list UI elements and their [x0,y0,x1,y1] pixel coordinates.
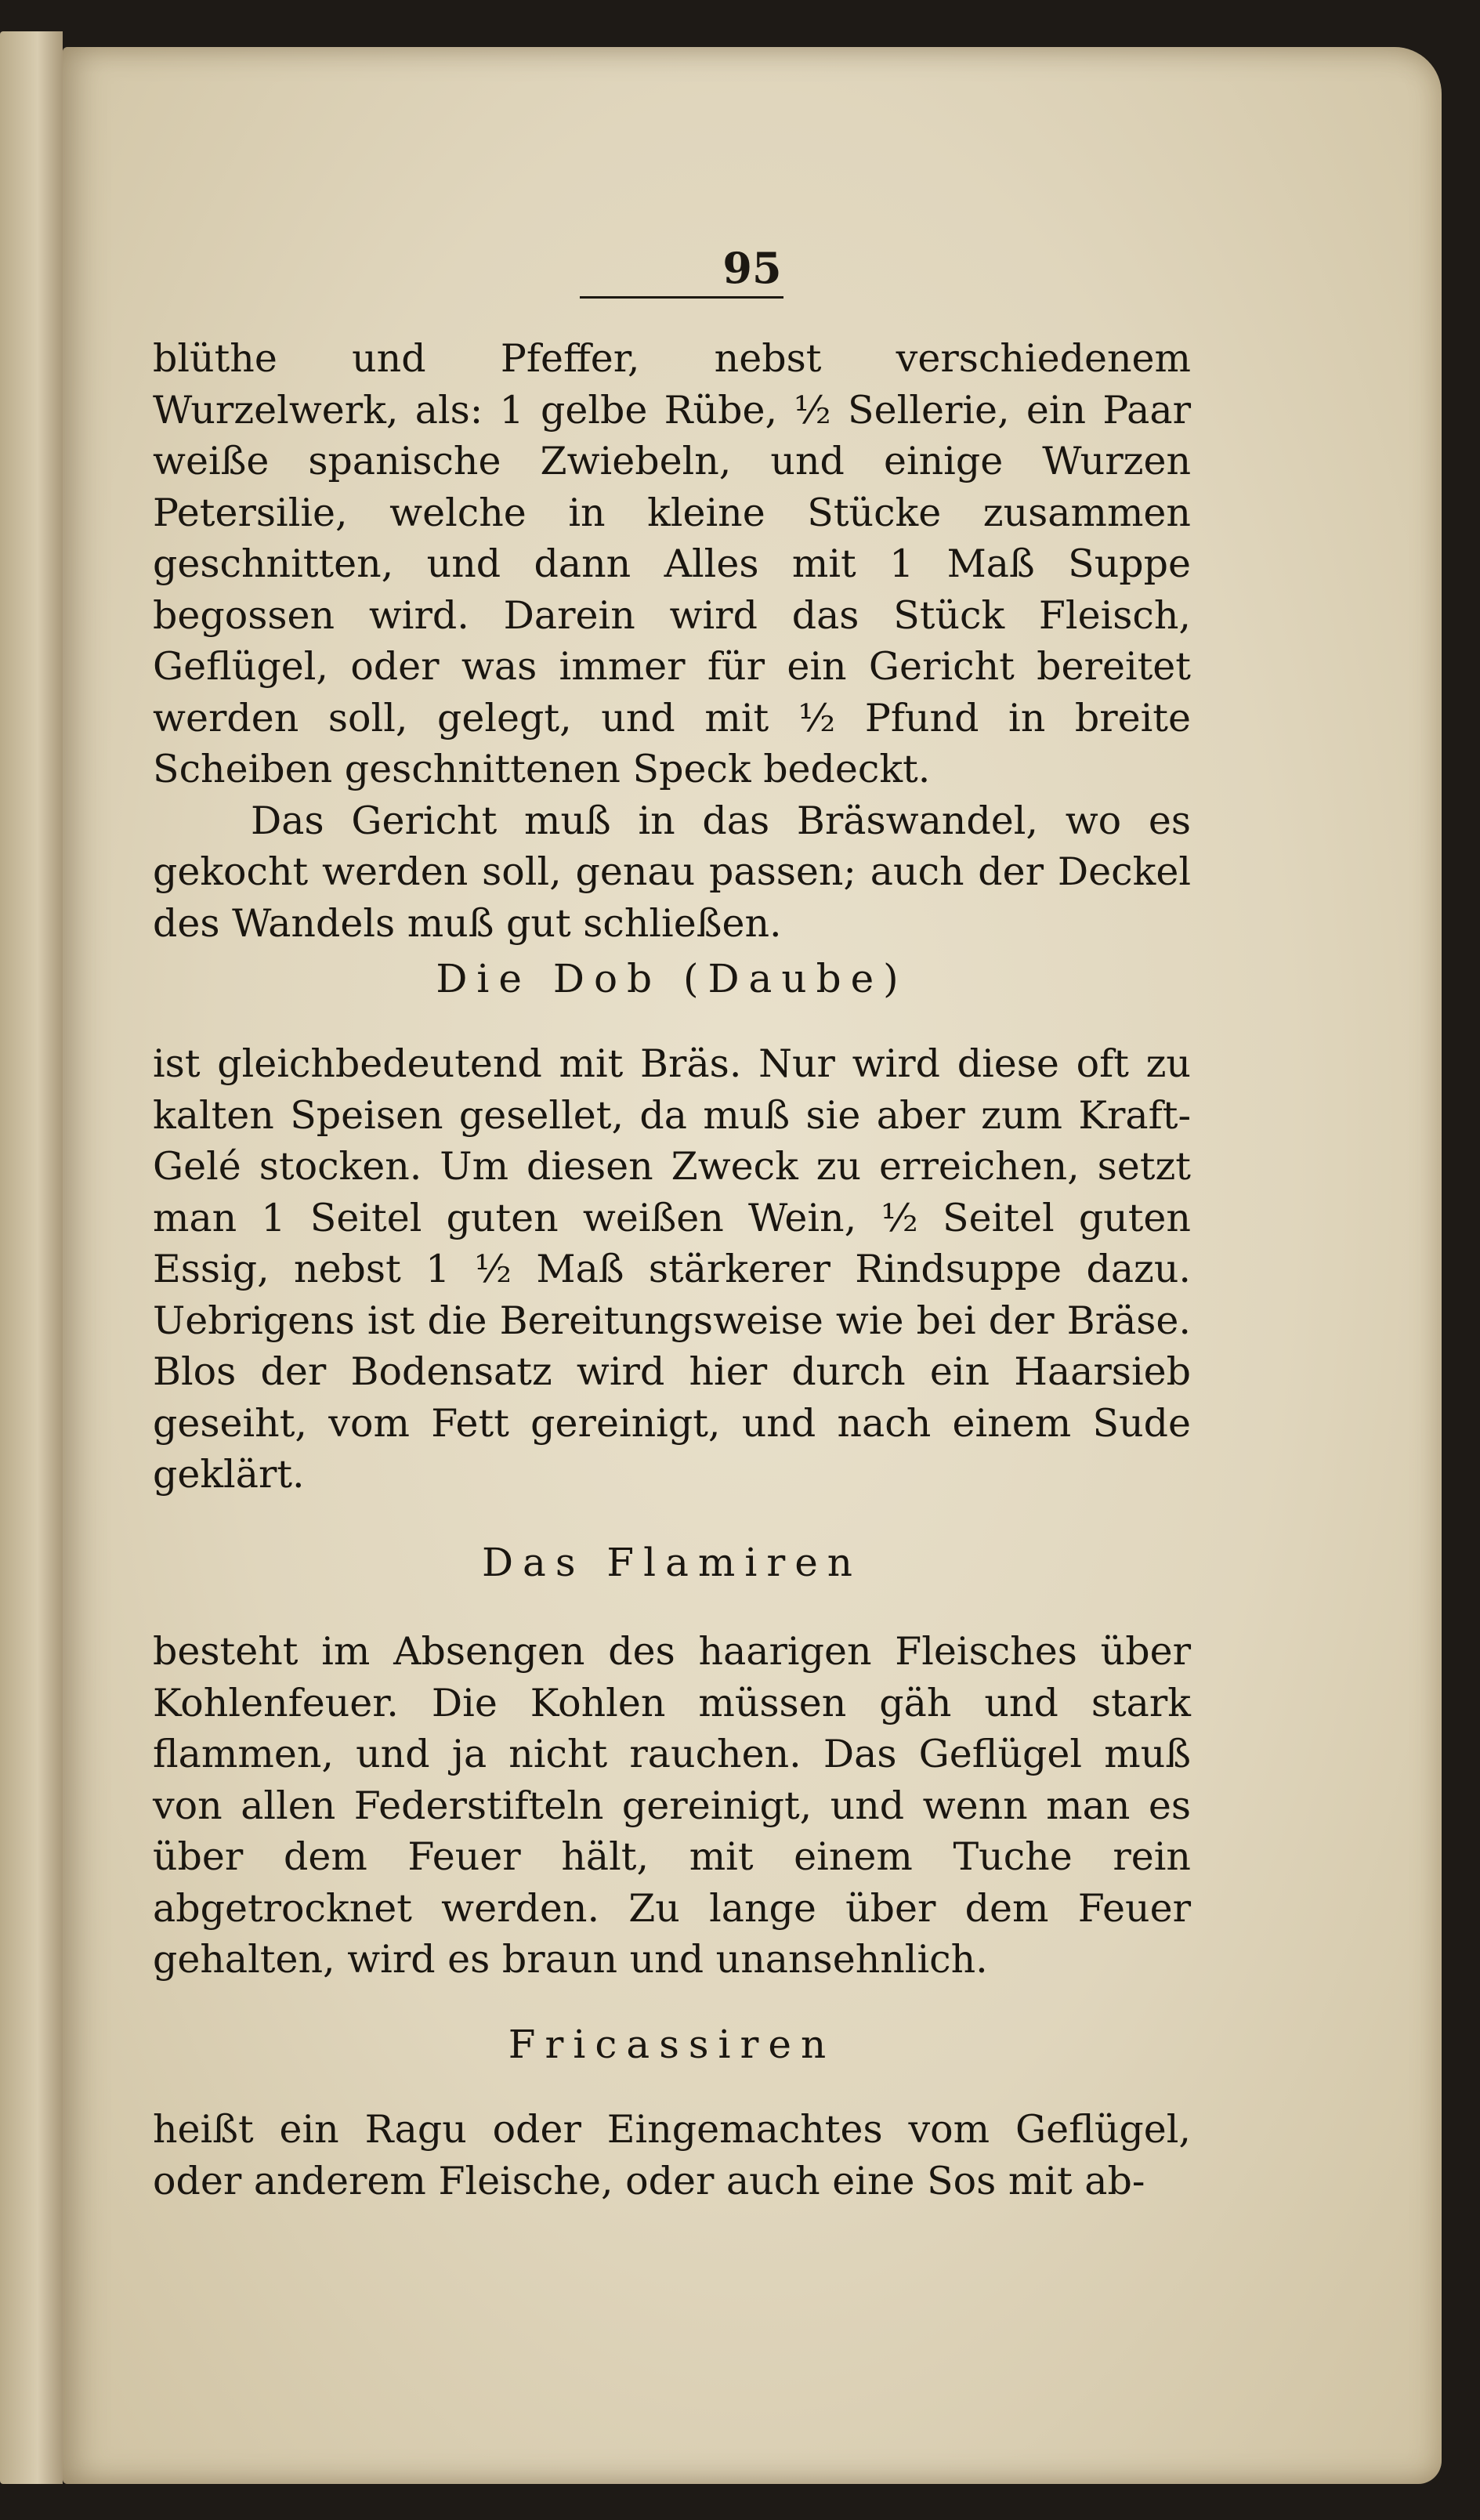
section-heading-flamiren: Das Flamiren [481,1540,863,1585]
book-page [63,47,1442,2484]
page-number: 95 [722,243,782,293]
previous-page-edge [0,31,63,2484]
section-text-dob [153,1038,1191,1501]
paragraph: Das Gericht muß in das Bräswandel, wo es gekocht werden soll, genau passen; auch der Deckel des Wandels muß gut schließen. [153,798,1191,946]
opening-text [153,333,1191,949]
section-heading-fricassiren: Fricassiren [508,2022,836,2067]
section-heading-dob: Die Dob (Daube) [436,956,908,1001]
paragraph: besteht im Absengen des haarigen Fleisches über Kohlenfeuer. Die Kohlen müssen gäh und stark flammen, und ja nicht rauchen. Das Geflügel muß von allen Federstifteln gereinigt, und wenn man es über dem Feuer hält, mit einem Tuche rein abgetrocknet werden. Zu lange über dem Feuer gehalten, wird es braun und unansehnlich. [153,1629,1191,1982]
section-text-fricassiren [153,2104,1191,2207]
paragraph: ist gleichbedeutend mit Bräs. Nur wird diese oft zu kalten Speisen gesellet, da muß sie aber zum Kraft-Gelé stocken. Um diesen Zweck zu erreichen, setzt man 1 Seitel guten weißen Wein, ½ Seitel guten Essig, nebst 1 ½ Maß stärkerer Rindsuppe dazu. Uebrigens ist die Bereitungsweise wie bei der Bräse. Blos der Bodensatz wird hier durch ein Haarsieb geseiht, vom Fett gereinigt, und nach einem Sude geklärt. [153,1041,1191,1497]
paragraph: blüthe und Pfeffer, nebst verschiedenem Wurzelwerk, als: 1 gelbe Rübe, ½ Sellerie, ein Paar weiße spanische Zwiebeln, und einige Wurzen Petersilie, welche in kleine Stücke zusammen geschnitten, und dann Alles mit 1 Maß Suppe begossen wird. Darein wird das Stück Fleisch, Geflügel, oder was immer für ein Gericht bereitet werden soll, gelegt, und mit ½ Pfund in breite Scheiben geschnittenen Speck bedeckt. [153,336,1191,791]
section-text-flamiren [153,1626,1191,1986]
paragraph: heißt ein Ragu oder Eingemachtes vom Geflügel, oder anderem Fleische, oder auch eine Sos mit ab- [153,2107,1191,2203]
header-rule [580,296,783,299]
